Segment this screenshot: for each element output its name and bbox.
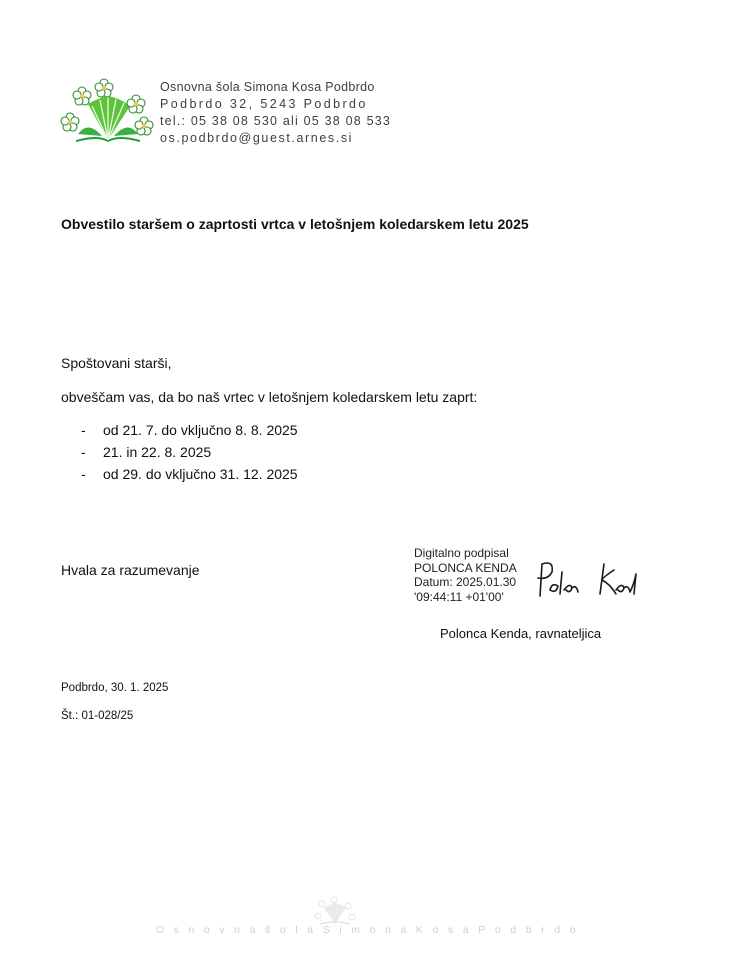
signer-title: Polonca Kenda, ravnateljica: [440, 626, 602, 641]
list-item: [81, 464, 298, 486]
school-address: Podbrdo 32, 5243 Podbrdo: [160, 97, 368, 111]
school-email: os.podbrdo@guest.arnes.si: [160, 131, 354, 145]
school-phone: tel.: 05 38 08 530 ali 05 38 08 533: [160, 114, 392, 128]
closure-date: od 29. do vključno 31. 12. 2025: [103, 466, 298, 482]
digital-signature-block: [414, 546, 517, 604]
closing-text: Hvala za razumevanje: [61, 562, 200, 578]
closure-date: od 21. 7. do vključno 8. 8. 2025: [103, 422, 298, 438]
footer-school-name: OsnovnašolaSimonaKosaPodbrdo: [155, 924, 586, 936]
closure-date: 21. in 22. 8. 2025: [103, 444, 212, 460]
school-name: Osnovna šola Simona Kosa Podbrdo: [160, 80, 375, 94]
list-marker: -: [81, 466, 86, 482]
list-marker: -: [81, 422, 86, 438]
school-logo: [58, 78, 158, 144]
signature-time: '09:44:11 +01'00': [414, 589, 504, 604]
place-and-date: Podbrdo, 30. 1. 2025: [61, 682, 169, 694]
reference-number: Št.: 01-028/25: [61, 710, 134, 722]
greeting: Spoštovani starši,: [61, 355, 172, 371]
handwritten-signature: [526, 554, 646, 608]
footer-logo: [312, 896, 358, 926]
list-marker: -: [81, 444, 86, 460]
intro-paragraph: obveščam vas, da bo naš vrtec v letošnjem koledarskem letu zaprt:: [61, 389, 478, 405]
list-item: [81, 420, 298, 442]
signature-label: Digitalno podpisal: [414, 546, 509, 560]
signature-date: Datum: 2025.01.30: [414, 575, 517, 589]
closure-dates-list: [81, 420, 298, 486]
list-item: [81, 442, 298, 464]
signer-name: POLONCA KENDA: [414, 560, 517, 575]
document-title: Obvestilo staršem o zaprtosti vrtca v letošnjem koledarskem letu 2025: [61, 216, 529, 232]
